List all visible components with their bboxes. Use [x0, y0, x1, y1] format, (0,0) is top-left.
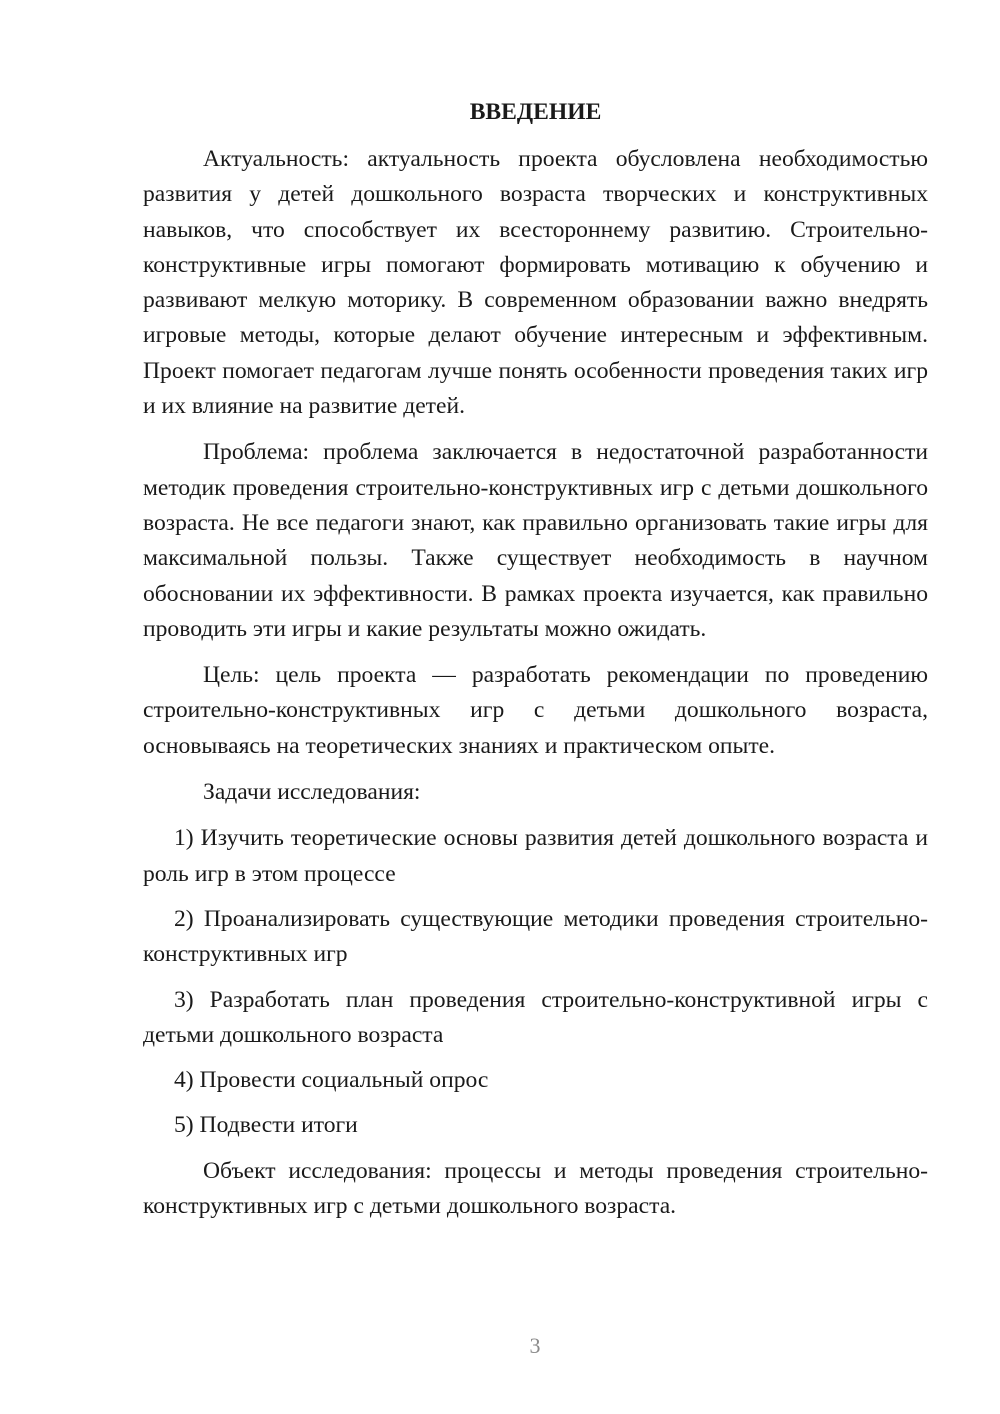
tasks-heading: Задачи исследования:: [203, 779, 421, 806]
object-paragraph: Объект исследования: процессы и методы проведения строительно-конструктивных игр с детьми дошкольного возраста.: [143, 1157, 928, 1220]
section-title: ВВЕДЕНИЕ: [469, 99, 602, 125]
task-item: 3) Разработать план проведения строительно-конструктивной игры с детьми дошкольного возраста: [143, 986, 928, 1048]
relevance-paragraph: Актуальность: актуальность проекта обусловлена необходимостью развития у детей дошкольного возраста творческих и конструктивных навыков, что способствует их всестороннему развитию. Строительно-конструктивные игры помогают формировать мотивацию к обучению и развивают мелкую моторику. В современном образовании важно внедрять игровые методы, которые делают обучение интересным и эффективным. Проект помогает педагогам лучше понять особенности проведения таких игр и их влияние на развитие детей.: [143, 146, 928, 420]
task-item: 2) Проанализировать существующие методики проведения строительно-конструктивных игр: [143, 905, 928, 968]
goal-paragraph: Цель: цель проекта — разработать рекомендации по проведению строительно-конструктивных игр с детьми дошкольного возраста, основываясь на теоретических знаниях и практическом опыте.: [143, 662, 928, 759]
task-item: 4) Провести социальный опрос: [174, 1067, 489, 1094]
task-item: 5) Подвести итоги: [174, 1112, 358, 1139]
task-item: 1) Изучить теоретические основы развития детей дошкольного возраста и роль игр в этом процессе: [143, 825, 928, 887]
page-content: [143, 96, 928, 1235]
page-number: 3: [529, 1333, 541, 1358]
problem-paragraph: Проблема: проблема заключается в недостаточной разработанности методик проведения строительно-конструктивных игр с детьми дошкольного возраста. Не все педагоги знают, как правильно организовать такие игры для максимальной пользы. Также существует необходимость в научном обосновании их эффективности. В рамках проекта изучается, как правильно проводить эти игры и какие результаты можно ожидать.: [143, 439, 928, 642]
